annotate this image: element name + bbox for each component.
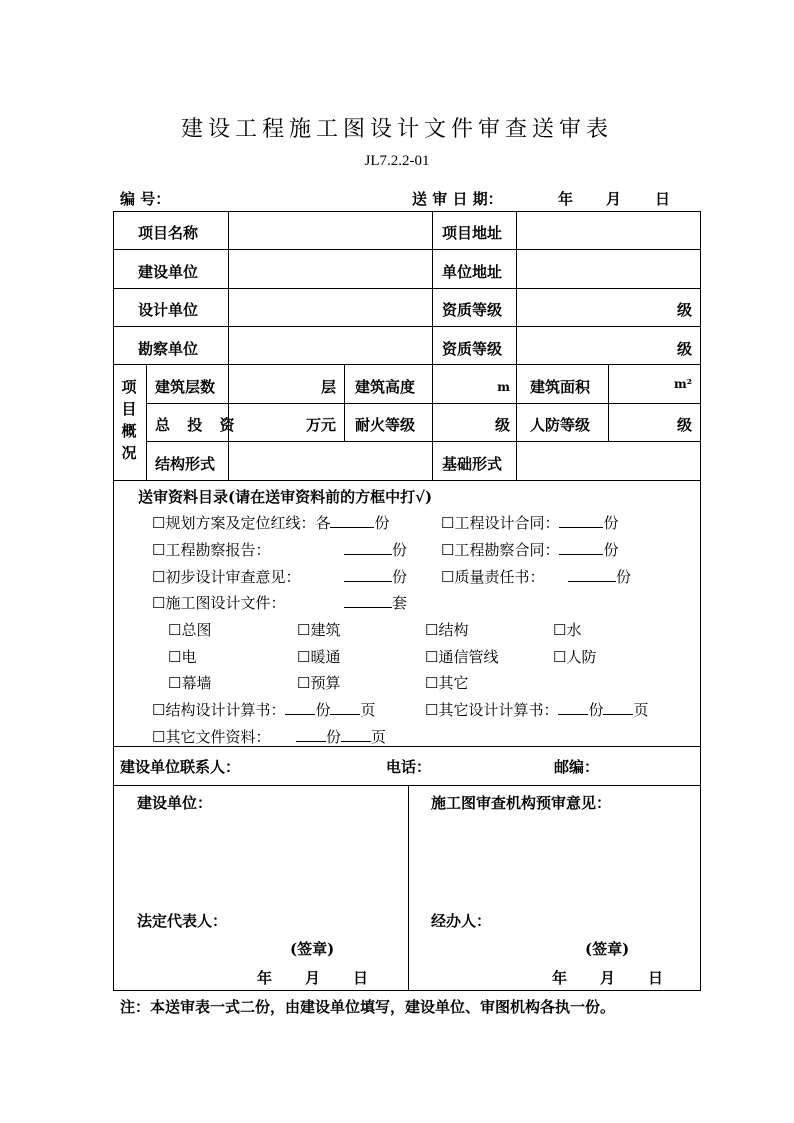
fire-rating-label: 耐火等级: [355, 416, 416, 434]
drawing-option[interactable]: ☐电: [168, 648, 197, 666]
handler-label: 经办人：: [431, 912, 492, 930]
drawing-option[interactable]: ☐建筑: [297, 621, 341, 639]
drawing-option[interactable]: ☐结构: [425, 621, 469, 639]
investment-label: 总 投 资: [155, 416, 241, 434]
project-address-label: 项目地址: [442, 224, 503, 242]
legal-representative-label: 法定代表人：: [137, 912, 228, 930]
form-code: JL7.2.2-01: [364, 153, 430, 169]
material-item[interactable]: ☐工程勘察合同： 份: [441, 541, 619, 559]
project-name-label: 项目名称: [138, 224, 199, 242]
other-docs-item[interactable]: ☐其它文件资料： 份 页: [152, 728, 387, 746]
civil-defense-label: 人防等级: [530, 416, 591, 434]
submit-date-label: 送 审 日 期：: [412, 190, 503, 208]
right-sign-month: 月: [600, 969, 616, 987]
structure-label: 结构形式: [155, 455, 216, 473]
construction-unit-label: 建设单位: [138, 263, 199, 281]
civil-defense-unit: 级: [676, 416, 692, 434]
material-item[interactable]: ☐工程勘察报告： 份: [152, 541, 408, 559]
floors-label: 建筑层数: [155, 378, 216, 396]
date-year: 年: [558, 190, 574, 208]
drawing-option[interactable]: ☐人防: [553, 648, 597, 666]
investment-unit: 万元: [305, 416, 336, 434]
drawing-option[interactable]: ☐其它: [425, 674, 469, 692]
form-title: 建设工程施工图设计文件审查送审表: [180, 117, 613, 142]
survey-qualification-unit: 级: [676, 340, 692, 358]
material-item[interactable]: ☐规划方案及定位红线：各 份: [152, 514, 390, 532]
floors-unit: 层: [320, 378, 336, 396]
design-unit-label: 设计单位: [138, 301, 199, 319]
right-sign-year: 年: [552, 969, 568, 987]
design-qualification-unit: 级: [676, 301, 692, 319]
foundation-label: 基础形式: [442, 455, 503, 473]
left-sign-month: 月: [305, 969, 321, 987]
footnote: 注：本送审表一式二份，由建设单位填写，建设单位、审图机构各执一份。: [120, 998, 616, 1016]
other-calc-item[interactable]: ☐其它设计计算书： 份 页: [425, 701, 649, 719]
material-item[interactable]: ☐初步设计审查意见： 份: [152, 568, 408, 586]
survey-unit-label: 勘察单位: [138, 340, 199, 358]
survey-qualification-label: 资质等级: [442, 340, 503, 358]
material-item[interactable]: ☐质量责任书： 份: [441, 568, 632, 586]
design-qualification-label: 资质等级: [442, 301, 503, 319]
review-agency-opinion-label: 施工图审查机构预审意见：: [431, 794, 612, 812]
phone-label: 电话：: [386, 758, 432, 776]
drawing-option[interactable]: ☐暖通: [297, 648, 341, 666]
structural-calc-item[interactable]: ☐结构设计计算书： 份 页: [152, 701, 376, 719]
materials-heading: 送审资料目录(请在送审资料前的方框中打√): [138, 488, 433, 506]
number-label: 编 号：: [120, 190, 171, 208]
right-sign-day: 日: [648, 969, 664, 987]
right-seal-label: (签章): [585, 940, 630, 958]
drawing-option[interactable]: ☐通信管线: [425, 648, 499, 666]
material-item[interactable]: ☐施工图设计文件： 套: [152, 594, 408, 612]
drawing-option[interactable]: ☐水: [553, 621, 582, 639]
drawing-option[interactable]: ☐幕墙: [168, 674, 212, 692]
postcode-label: 邮编：: [554, 758, 600, 776]
left-sign-year: 年: [257, 969, 273, 987]
material-item[interactable]: ☐工程设计合同： 份: [441, 514, 619, 532]
height-unit: m: [497, 380, 510, 394]
area-unit: m²: [674, 377, 692, 391]
left-sign-day: 日: [353, 969, 369, 987]
left-seal-label: (签章): [290, 940, 335, 958]
height-label: 建筑高度: [355, 378, 416, 396]
unit-address-label: 单位地址: [442, 263, 503, 281]
fire-rating-unit: 级: [494, 416, 510, 434]
sign-construction-unit-label: 建设单位：: [137, 794, 213, 812]
date-month: 月: [606, 190, 622, 208]
drawing-option[interactable]: ☐预算: [297, 674, 341, 692]
contact-person-label: 建设单位联系人：: [120, 758, 241, 776]
area-label: 建筑面积: [530, 378, 591, 396]
date-day: 日: [655, 190, 671, 208]
drawing-option[interactable]: ☐总图: [168, 621, 212, 639]
overview-side-label: 项 目 概 况: [121, 378, 137, 462]
